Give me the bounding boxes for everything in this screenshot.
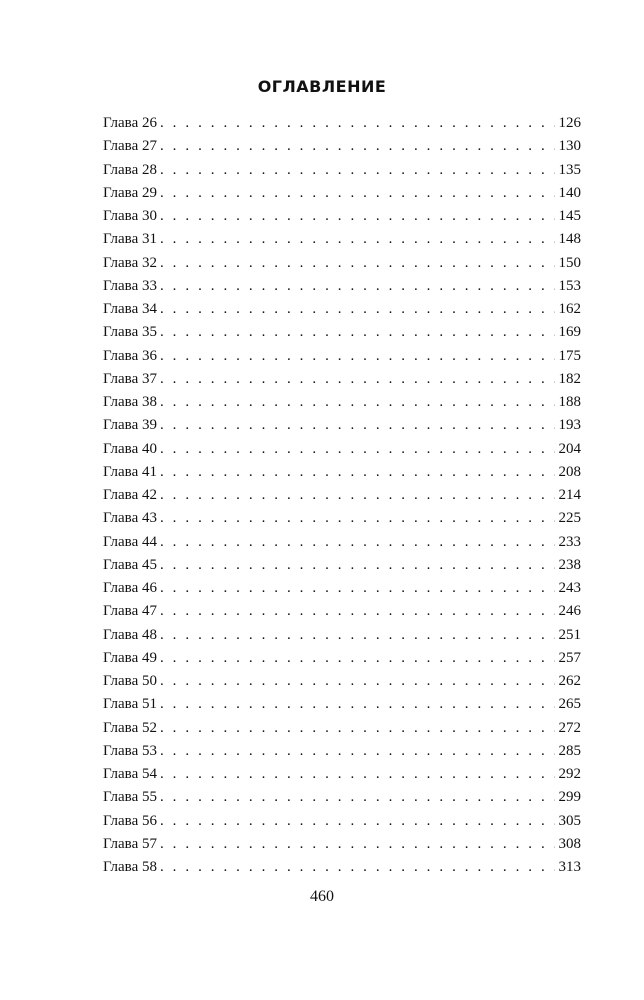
- toc-entry-label: Глава 28: [103, 161, 157, 178]
- toc-entry-label: Глава 52: [103, 719, 157, 736]
- toc-dot-leader: [160, 252, 555, 275]
- toc-entry-label: Глава 57: [103, 835, 157, 852]
- toc-dot-leader: [160, 345, 555, 368]
- toc-entry-label: Глава 55: [103, 789, 157, 806]
- toc-dot-leader: [160, 856, 555, 879]
- toc-entry-page: 145: [558, 208, 581, 224]
- toc-entry: [103, 484, 581, 507]
- toc-dot-leader: [160, 810, 555, 833]
- toc-dot-leader: [160, 507, 555, 530]
- toc-entry: [103, 159, 581, 182]
- toc-entry-page: 251: [558, 626, 581, 643]
- toc-entry: [103, 414, 581, 437]
- toc-entry: [103, 531, 581, 554]
- toc-entry-label: Глава 26: [103, 115, 157, 131]
- toc-entry: [103, 507, 581, 530]
- toc-dot-leader: [160, 275, 555, 298]
- toc-entry-label: Глава 50: [103, 673, 157, 689]
- toc-entry-label: Глава 35: [103, 324, 157, 341]
- toc-entry-page: 130: [558, 138, 581, 155]
- toc-entry-label: Глава 37: [103, 370, 157, 387]
- toc-dot-leader: [160, 112, 555, 135]
- toc-entry: [103, 438, 581, 461]
- toc-entry-label: Глава 46: [103, 580, 157, 596]
- toc-entry: [103, 740, 581, 763]
- toc-entry: [103, 345, 581, 368]
- table-of-contents: [103, 112, 581, 879]
- toc-entry-page: 150: [558, 254, 581, 271]
- toc-entry: [103, 577, 581, 600]
- toc-entry-page: 313: [558, 859, 581, 875]
- toc-entry: [103, 461, 581, 484]
- toc-entry-page: 175: [558, 347, 581, 364]
- toc-entry-label: Глава 27: [103, 138, 157, 155]
- toc-entry-label: Глава 42: [103, 487, 157, 503]
- toc-dot-leader: [160, 833, 555, 856]
- toc-entry-label: Глава 51: [103, 696, 157, 713]
- toc-entry-page: 292: [558, 766, 581, 782]
- toc-entry-page: 262: [558, 673, 581, 689]
- toc-entry-page: 188: [558, 394, 581, 410]
- toc-entry: [103, 112, 581, 135]
- toc-entry: [103, 554, 581, 577]
- toc-entry-page: 135: [558, 161, 581, 178]
- toc-entry-label: Глава 32: [103, 254, 157, 271]
- toc-entry-page: 153: [558, 277, 581, 294]
- toc-entry: [103, 391, 581, 414]
- toc-dot-leader: [160, 391, 555, 414]
- toc-entry-label: Глава 53: [103, 742, 157, 759]
- toc-dot-leader: [160, 624, 555, 647]
- toc-entry-page: 272: [558, 719, 581, 736]
- toc-dot-leader: [160, 693, 555, 716]
- toc-entry-page: 238: [558, 556, 581, 573]
- toc-entry: [103, 856, 581, 879]
- toc-entry: [103, 321, 581, 344]
- toc-entry-page: 169: [558, 324, 581, 341]
- toc-entry: [103, 693, 581, 716]
- toc-dot-leader: [160, 461, 555, 484]
- toc-entry: [103, 717, 581, 740]
- toc-entry-label: Глава 34: [103, 301, 157, 317]
- toc-dot-leader: [160, 763, 555, 786]
- toc-dot-leader: [160, 205, 555, 228]
- toc-entry-label: Глава 38: [103, 394, 157, 410]
- toc-dot-leader: [160, 531, 555, 554]
- toc-entry-page: 265: [558, 696, 581, 713]
- toc-entry-label: Глава 58: [103, 859, 157, 875]
- toc-dot-leader: [160, 438, 555, 461]
- toc-dot-leader: [160, 182, 555, 205]
- toc-entry-page: 246: [558, 603, 581, 620]
- toc-entry-label: Глава 36: [103, 347, 157, 364]
- toc-entry-page: 233: [558, 533, 581, 550]
- toc-entry-label: Глава 31: [103, 231, 157, 248]
- toc-dot-leader: [160, 740, 555, 763]
- toc-entry-label: Глава 33: [103, 277, 157, 294]
- toc-entry: [103, 670, 581, 693]
- toc-entry-page: 257: [558, 649, 581, 666]
- toc-dot-leader: [160, 670, 555, 693]
- toc-entry-label: Глава 49: [103, 649, 157, 666]
- toc-entry: [103, 298, 581, 321]
- page-number: 460: [310, 888, 334, 905]
- toc-entry-label: Глава 43: [103, 510, 157, 527]
- toc-dot-leader: [160, 577, 555, 600]
- toc-entry: [103, 252, 581, 275]
- toc-entry: [103, 368, 581, 391]
- toc-entry: [103, 600, 581, 623]
- toc-entry-label: Глава 40: [103, 440, 157, 457]
- toc-entry-page: 308: [558, 835, 581, 852]
- toc-dot-leader: [160, 298, 555, 321]
- toc-entry: [103, 275, 581, 298]
- toc-entry: [103, 786, 581, 809]
- toc-entry-page: 299: [558, 789, 581, 806]
- toc-dot-leader: [160, 159, 555, 182]
- toc-entry-page: 285: [558, 742, 581, 759]
- toc-entry-page: 204: [558, 440, 581, 457]
- toc-entry-label: Глава 39: [103, 417, 157, 434]
- toc-dot-leader: [160, 647, 555, 670]
- toc-entry: [103, 135, 581, 158]
- toc-entry-page: 140: [558, 184, 581, 201]
- toc-dot-leader: [160, 228, 555, 251]
- toc-entry-page: 214: [558, 487, 581, 503]
- toc-dot-leader: [160, 786, 555, 809]
- toc-entry: [103, 205, 581, 228]
- toc-entry-page: 126: [558, 115, 581, 131]
- toc-entry: [103, 833, 581, 856]
- toc-dot-leader: [160, 135, 555, 158]
- toc-dot-leader: [160, 717, 555, 740]
- toc-dot-leader: [160, 368, 555, 391]
- toc-entry: [103, 810, 581, 833]
- toc-entry-page: 305: [558, 812, 581, 829]
- toc-dot-leader: [160, 554, 555, 577]
- toc-entry-label: Глава 41: [103, 463, 157, 480]
- toc-entry-page: 225: [558, 510, 581, 527]
- toc-entry: [103, 182, 581, 205]
- toc-dot-leader: [160, 600, 555, 623]
- toc-entry-page: 208: [558, 463, 581, 480]
- toc-entry-label: Глава 54: [103, 766, 157, 782]
- toc-entry-page: 162: [558, 301, 581, 317]
- toc-entry-label: Глава 47: [103, 603, 157, 620]
- toc-dot-leader: [160, 321, 555, 344]
- toc-dot-leader: [160, 484, 555, 507]
- toc-entry: [103, 624, 581, 647]
- toc-entry-label: Глава 45: [103, 556, 157, 573]
- toc-entry: [103, 647, 581, 670]
- page-title: ОГЛАВЛЕНИЕ: [257, 77, 387, 96]
- toc-entry: [103, 763, 581, 786]
- toc-entry-label: Глава 56: [103, 812, 157, 829]
- toc-entry-label: Глава 48: [103, 626, 157, 643]
- toc-entry-label: Глава 30: [103, 208, 157, 224]
- toc-entry-page: 193: [558, 417, 581, 434]
- toc-entry-label: Глава 44: [103, 533, 157, 550]
- toc-entry-page: 243: [558, 580, 581, 596]
- toc-entry-page: 148: [558, 231, 581, 248]
- toc-entry-label: Глава 29: [103, 184, 157, 201]
- toc-dot-leader: [160, 414, 555, 437]
- toc-entry-page: 182: [558, 370, 581, 387]
- toc-entry: [103, 228, 581, 251]
